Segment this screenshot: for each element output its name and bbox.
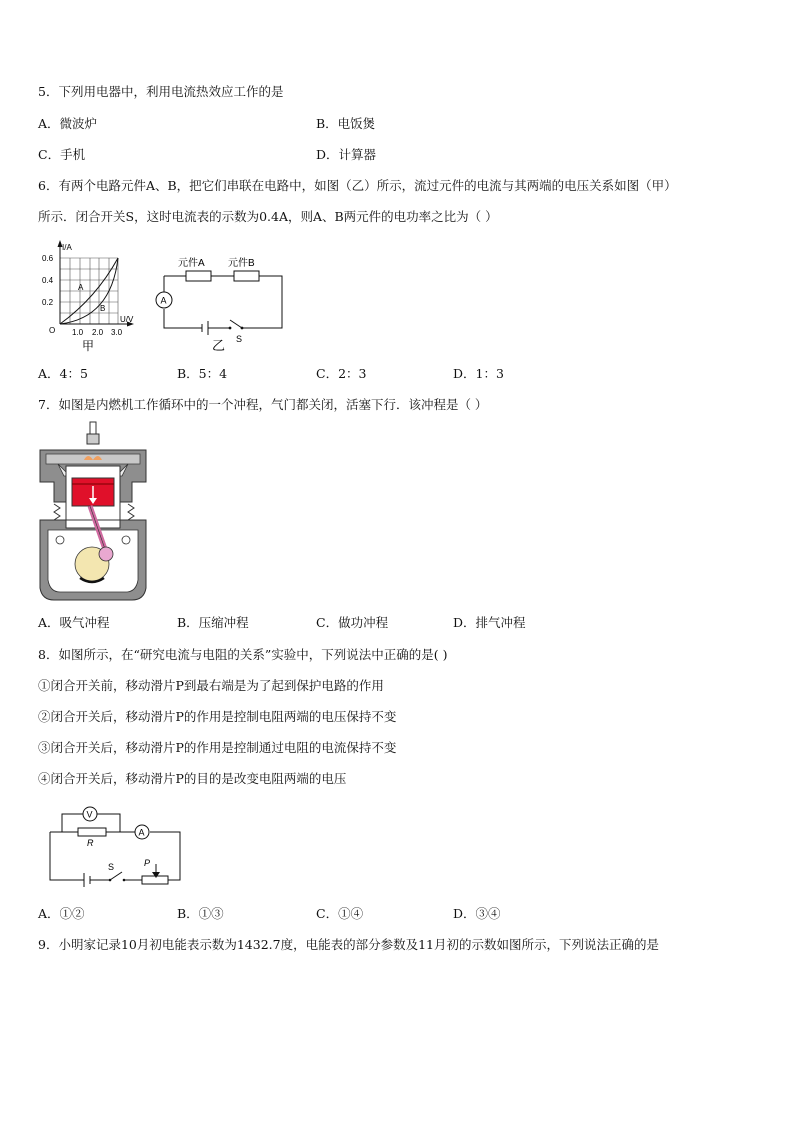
element-b-label: 元件B	[228, 258, 255, 269]
q6-series-circuit	[150, 250, 288, 354]
q6-option-a: A．4：5	[38, 366, 88, 381]
graph-ylabel: I/A	[62, 243, 72, 252]
q5-option-a: A．微波炉	[38, 116, 98, 131]
q7-option-a: A．吸气冲程	[38, 615, 110, 630]
q9-stem: 9．小明家记录10月初电能表示数为1432.7度，电能表的部分参数及11月初的示数如图所示，下列说法正确的是	[38, 937, 660, 952]
q8-statement-2: ②闭合开关后，移动滑片P的作用是控制电阻两端的电压保持不变	[38, 709, 397, 724]
element-a-label: 元件A	[178, 258, 205, 269]
q8-statement-1: ①闭合开关前，移动滑片P到最右端是为了起到保护电路的作用	[38, 678, 384, 693]
engine-stroke-diagram	[36, 420, 150, 606]
switch-label: S	[236, 334, 243, 344]
graph-xtick: 2.0	[92, 328, 104, 337]
curve-b-label: B	[100, 304, 106, 313]
q6-option-d: D．1：3	[453, 366, 504, 381]
q8-option-b: B．①③	[177, 906, 224, 921]
q7-option-b: B．压缩冲程	[177, 615, 249, 630]
graph-origin: O	[49, 326, 56, 335]
graph-ytick: 0.4	[42, 276, 54, 285]
q6-option-c: C．2：3	[316, 366, 367, 381]
q5-stem: 5．下列用电器中，利用电流热效应工作的是	[38, 84, 284, 99]
slider-label: P	[144, 858, 151, 868]
ammeter-label: A	[160, 295, 167, 306]
graph-caption: 甲	[82, 339, 95, 353]
graph-xtick: 1.0	[72, 328, 84, 337]
q8-option-a: A．①②	[38, 906, 85, 921]
graph-xtick: 3.0	[111, 328, 123, 337]
graph-xlabel: U/V	[120, 315, 134, 324]
q5-option-c: C．手机	[38, 147, 86, 162]
voltmeter-label: V	[86, 809, 93, 820]
ammeter-label: A	[138, 827, 145, 838]
circuit-caption: 乙	[212, 338, 226, 353]
switch-lever	[230, 320, 242, 328]
switch-label: S	[108, 862, 115, 872]
q6-option-b: B．5：4	[177, 366, 228, 381]
switch-lever	[110, 872, 122, 880]
q7-option-d: D．排气冲程	[453, 615, 526, 630]
element-b-resistor	[234, 271, 259, 281]
graph-ytick: 0.2	[42, 298, 54, 307]
spark-plug-icon	[90, 422, 96, 434]
q8-option-d: D．③④	[453, 906, 501, 921]
q6-iu-graph	[36, 238, 156, 356]
q8-stem: 8．如图所示，在“研究电流与电阻的关系”实验中，下列说法中正确的是( )	[38, 647, 448, 662]
q8-statement-4: ④闭合开关后，移动滑片P的目的是改变电阻两端的电压	[38, 771, 347, 786]
q7-stem: 7．如图是内燃机工作循环中的一个冲程，气门都关闭，活塞下行．该冲程是（ ）	[38, 397, 488, 412]
resistor-label: R	[87, 838, 94, 848]
q6-stem-line1: 6．有两个电路元件A、B，把它们串联在电路中，如图（乙）所示，流过元件的电流与其两端的电压关系如图（甲）	[38, 178, 677, 193]
q8-option-c: C．①④	[316, 906, 364, 921]
q5-option-b: B．电饭煲	[316, 116, 376, 131]
q8-statement-3: ③闭合开关后，移动滑片P的作用是控制通过电阻的电流保持不变	[38, 740, 397, 755]
q6-stem-line2: 所示．闭合开关S，这时电流表的示数为0.4A，则A、B两元件的电功率之比为（ ）	[38, 209, 498, 224]
curve-a-label: A	[78, 283, 84, 292]
q7-option-c: C．做功冲程	[316, 615, 389, 630]
q8-circuit	[40, 800, 188, 892]
rheostat	[142, 876, 168, 884]
q5-option-d: D．计算器	[316, 147, 377, 162]
graph-ytick: 0.6	[42, 254, 54, 263]
element-a-resistor	[186, 271, 211, 281]
resistor-r	[78, 828, 106, 836]
